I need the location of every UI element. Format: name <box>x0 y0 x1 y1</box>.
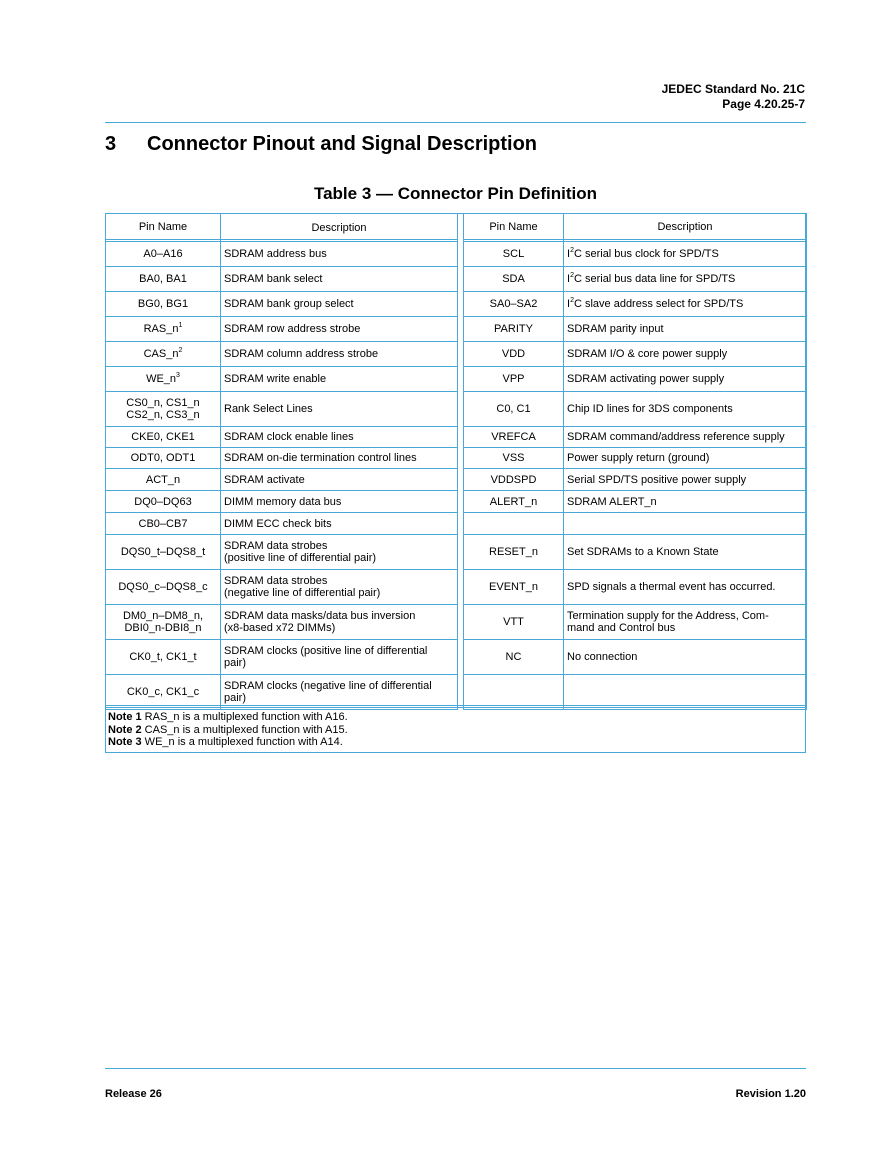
table-row <box>106 342 807 367</box>
pin-name: VDDSPD <box>490 473 537 486</box>
table-row <box>106 448 807 469</box>
description: SDRAM data masks/data bus inversion <box>224 610 416 622</box>
pin-name: ACT_n <box>145 473 181 486</box>
pin-name: C0, C1 <box>496 403 531 415</box>
section-heading <box>105 133 537 156</box>
description-prefix: I <box>567 248 571 260</box>
pin-name: DM0_n–DM8_n, <box>122 610 204 622</box>
description-continued: (positive line of differential pair) <box>224 552 377 564</box>
table-row <box>106 570 807 605</box>
pin-name: WE_n <box>146 373 177 385</box>
pin-name-cell <box>464 513 564 535</box>
note-2: Note 2 CAS_n is a multiplexed function with A15. <box>108 723 348 736</box>
pin-name-cell <box>106 513 221 535</box>
description-cell <box>221 469 458 491</box>
table-notes <box>105 705 806 753</box>
pin-definition-table <box>105 213 807 710</box>
pin-name-cell <box>106 392 221 427</box>
description: SDRAM data strobes <box>224 540 328 552</box>
description: SDRAM activating power supply <box>567 373 725 385</box>
pin-name-cell <box>106 605 221 640</box>
description: SDRAM row address strobe <box>224 323 361 335</box>
description-cell <box>564 267 807 292</box>
description-cell <box>221 367 458 392</box>
pin-name-cell <box>106 267 221 292</box>
column-header-pin-name-right: Pin Name <box>464 214 564 240</box>
description-continued: pair) <box>224 692 247 704</box>
description-cell <box>564 427 807 448</box>
pin-name-cell <box>464 392 564 427</box>
footnote-marker: 2 <box>178 347 183 354</box>
table-row <box>106 491 807 513</box>
pin-name-cell <box>464 640 564 675</box>
section-title: Connector Pinout and Signal Description <box>147 133 538 155</box>
description-continued: pair) <box>224 657 247 669</box>
pin-name-cell <box>106 535 221 570</box>
description-cell <box>564 535 807 570</box>
description-cell <box>564 242 807 267</box>
table-row <box>106 242 807 267</box>
pin-name: NC <box>505 651 522 663</box>
superscript: 2 <box>570 247 574 254</box>
description: DIMM memory data bus <box>224 495 342 508</box>
description-prefix: I <box>567 273 571 285</box>
description-cell <box>221 491 458 513</box>
pin-name-cell <box>106 469 221 491</box>
description-cell <box>564 570 807 605</box>
description: Set SDRAMs to a Known State <box>567 546 719 558</box>
pin-name: CKE0, CKE1 <box>131 431 195 443</box>
description-cell <box>221 605 458 640</box>
page-number: Page 4.20.25-7 <box>722 97 805 111</box>
pin-name-cell <box>464 367 564 392</box>
description-cell <box>221 292 458 317</box>
pin-name-cell <box>464 448 564 469</box>
pin-name: CAS_n <box>143 348 179 360</box>
pin-name-cell <box>106 427 221 448</box>
pin-name-cell <box>464 292 564 317</box>
description-cell <box>221 535 458 570</box>
pin-name: BA0, BA1 <box>139 273 187 285</box>
pin-name: RESET_n <box>489 546 538 558</box>
description: SDRAM bank group select <box>224 298 354 310</box>
pin-name-cell <box>106 292 221 317</box>
pin-name: SCL <box>502 248 525 260</box>
revision-label: Revision 1.20 <box>735 1088 806 1100</box>
footnote-marker: 1 <box>178 322 183 329</box>
description: No connection <box>567 651 638 663</box>
description-continued: (x8-based x72 DIMMs) <box>224 622 336 634</box>
description-prefix: I <box>567 298 571 310</box>
pin-name-cell <box>106 317 221 342</box>
description-cell <box>221 342 458 367</box>
description-continued: mand and Control bus <box>567 622 676 634</box>
pin-name-cell <box>464 427 564 448</box>
release-label: Release 26 <box>105 1088 162 1100</box>
description: SDRAM command/address reference supply <box>567 431 785 443</box>
description-cell <box>564 605 807 640</box>
standard-number: JEDEC Standard No. 21C <box>661 82 805 96</box>
pin-name: EVENT_n <box>489 581 538 593</box>
pin-name: SDA <box>502 273 525 285</box>
pin-name: CK0_t, CK1_t <box>129 651 197 663</box>
description: SDRAM address bus <box>224 248 327 260</box>
pin-name-continued: DBI0_n-DBI8_n <box>124 622 202 634</box>
pin-name: CK0_c, CK1_c <box>126 686 200 698</box>
table-header-row <box>106 214 807 240</box>
table-row <box>106 392 807 427</box>
pin-name: A0–A16 <box>143 248 183 260</box>
description-cell <box>221 570 458 605</box>
description: Chip ID lines for 3DS components <box>567 403 733 415</box>
description: Power supply return (ground) <box>567 452 710 464</box>
pin-name-cell <box>464 535 564 570</box>
page-header <box>662 82 805 112</box>
pin-name-continued: CS2_n, CS3_n <box>126 409 200 421</box>
footer-rule <box>105 1068 806 1069</box>
header-rule <box>105 122 806 123</box>
table-row <box>106 292 807 317</box>
table-row <box>106 535 807 570</box>
table-row <box>106 513 807 535</box>
description: SDRAM column address strobe <box>224 348 379 360</box>
description-cell <box>221 427 458 448</box>
pin-name: DQS0_t–DQS8_t <box>120 546 206 558</box>
description: SDRAM write enable <box>224 373 327 385</box>
description: DIMM ECC check bits <box>224 517 332 530</box>
description-cell <box>221 242 458 267</box>
description: C serial bus data line for SPD/TS <box>573 273 736 285</box>
description: SDRAM clock enable lines <box>224 431 354 443</box>
description-cell <box>221 392 458 427</box>
description: C slave address select for SPD/TS <box>573 298 744 310</box>
pin-name: SA0–SA2 <box>489 298 538 310</box>
pin-name-cell <box>106 367 221 392</box>
description-cell <box>564 491 807 513</box>
table-row <box>106 367 807 392</box>
pin-name: ALERT_n <box>489 495 538 508</box>
column-header-description-right: Description <box>564 214 807 240</box>
pin-name-cell <box>464 605 564 640</box>
description-cell <box>221 317 458 342</box>
pin-name-cell <box>106 242 221 267</box>
table-row <box>106 469 807 491</box>
table-row <box>106 605 807 640</box>
pin-name-cell <box>464 491 564 513</box>
pin-name-cell <box>464 317 564 342</box>
description: Rank Select Lines <box>224 403 313 415</box>
pin-name-cell <box>106 342 221 367</box>
description: SDRAM bank select <box>224 273 323 285</box>
pin-name: BG0, BG1 <box>137 298 189 310</box>
pin-name: VREFCA <box>491 431 536 443</box>
pin-name-cell <box>464 242 564 267</box>
table-row <box>106 317 807 342</box>
description: Serial SPD/TS positive power supply <box>567 473 747 486</box>
description-cell <box>221 267 458 292</box>
column-header-description-left: Description <box>221 214 458 240</box>
description-cell <box>564 292 807 317</box>
description: SDRAM ALERT_n <box>567 495 657 508</box>
pin-name: DQ0–DQ63 <box>134 495 192 508</box>
table-row <box>106 640 807 675</box>
pin-name: VPP <box>502 373 525 385</box>
pin-name: VSS <box>502 452 525 464</box>
pin-name: DQS0_c–DQS8_c <box>118 581 208 593</box>
pin-name-cell <box>106 491 221 513</box>
description: SDRAM clocks (positive line of differential <box>224 645 428 657</box>
description-cell <box>221 513 458 535</box>
description-cell <box>564 448 807 469</box>
description-continued: (negative line of differential pair) <box>224 587 381 599</box>
pin-name-cell <box>464 267 564 292</box>
note-1: Note 1 RAS_n is a multiplexed function with A16. <box>108 711 348 723</box>
description-cell <box>564 342 807 367</box>
superscript: 2 <box>570 297 574 304</box>
description: SDRAM on-die termination control lines <box>224 452 417 464</box>
description: SDRAM activate <box>224 473 305 486</box>
description: Termination supply for the Address, Com- <box>567 610 769 622</box>
note-3: Note 3 WE_n is a multiplexed function with A14. <box>108 736 343 748</box>
pin-name-cell <box>464 570 564 605</box>
superscript: 2 <box>570 272 574 279</box>
pin-name-cell <box>106 570 221 605</box>
pin-name-cell <box>464 342 564 367</box>
pin-name: ODT0, ODT1 <box>130 452 196 464</box>
section-number: 3 <box>105 133 117 155</box>
description-cell <box>564 367 807 392</box>
description-cell <box>564 317 807 342</box>
pin-name: CS0_n, CS1_n <box>126 397 200 409</box>
pin-name: VDD <box>501 348 526 360</box>
column-header-pin-name-left: Pin Name <box>106 214 221 240</box>
table-row <box>106 267 807 292</box>
description-cell <box>564 640 807 675</box>
description-cell <box>221 448 458 469</box>
table-caption: Table 3 — Connector Pin Definition <box>313 184 598 203</box>
description: SDRAM clocks (negative line of differential <box>224 680 432 692</box>
pin-name-cell <box>464 469 564 491</box>
description-cell <box>564 392 807 427</box>
description: SDRAM I/O & core power supply <box>567 348 728 360</box>
pin-name-cell <box>106 448 221 469</box>
pin-name-cell <box>106 640 221 675</box>
description-cell <box>221 640 458 675</box>
description-cell <box>564 513 807 535</box>
table-row <box>106 427 807 448</box>
description-cell <box>564 469 807 491</box>
footnote-marker: 3 <box>176 372 180 379</box>
pin-name: RAS_n <box>143 323 179 335</box>
pin-name: PARITY <box>494 323 533 335</box>
description: C serial bus clock for SPD/TS <box>573 248 719 260</box>
pin-name: VTT <box>503 616 524 628</box>
description: SDRAM data strobes <box>224 575 328 587</box>
pin-name: CB0–CB7 <box>138 517 188 530</box>
description: SDRAM parity input <box>567 323 664 335</box>
description: SPD signals a thermal event has occurred. <box>567 581 776 593</box>
